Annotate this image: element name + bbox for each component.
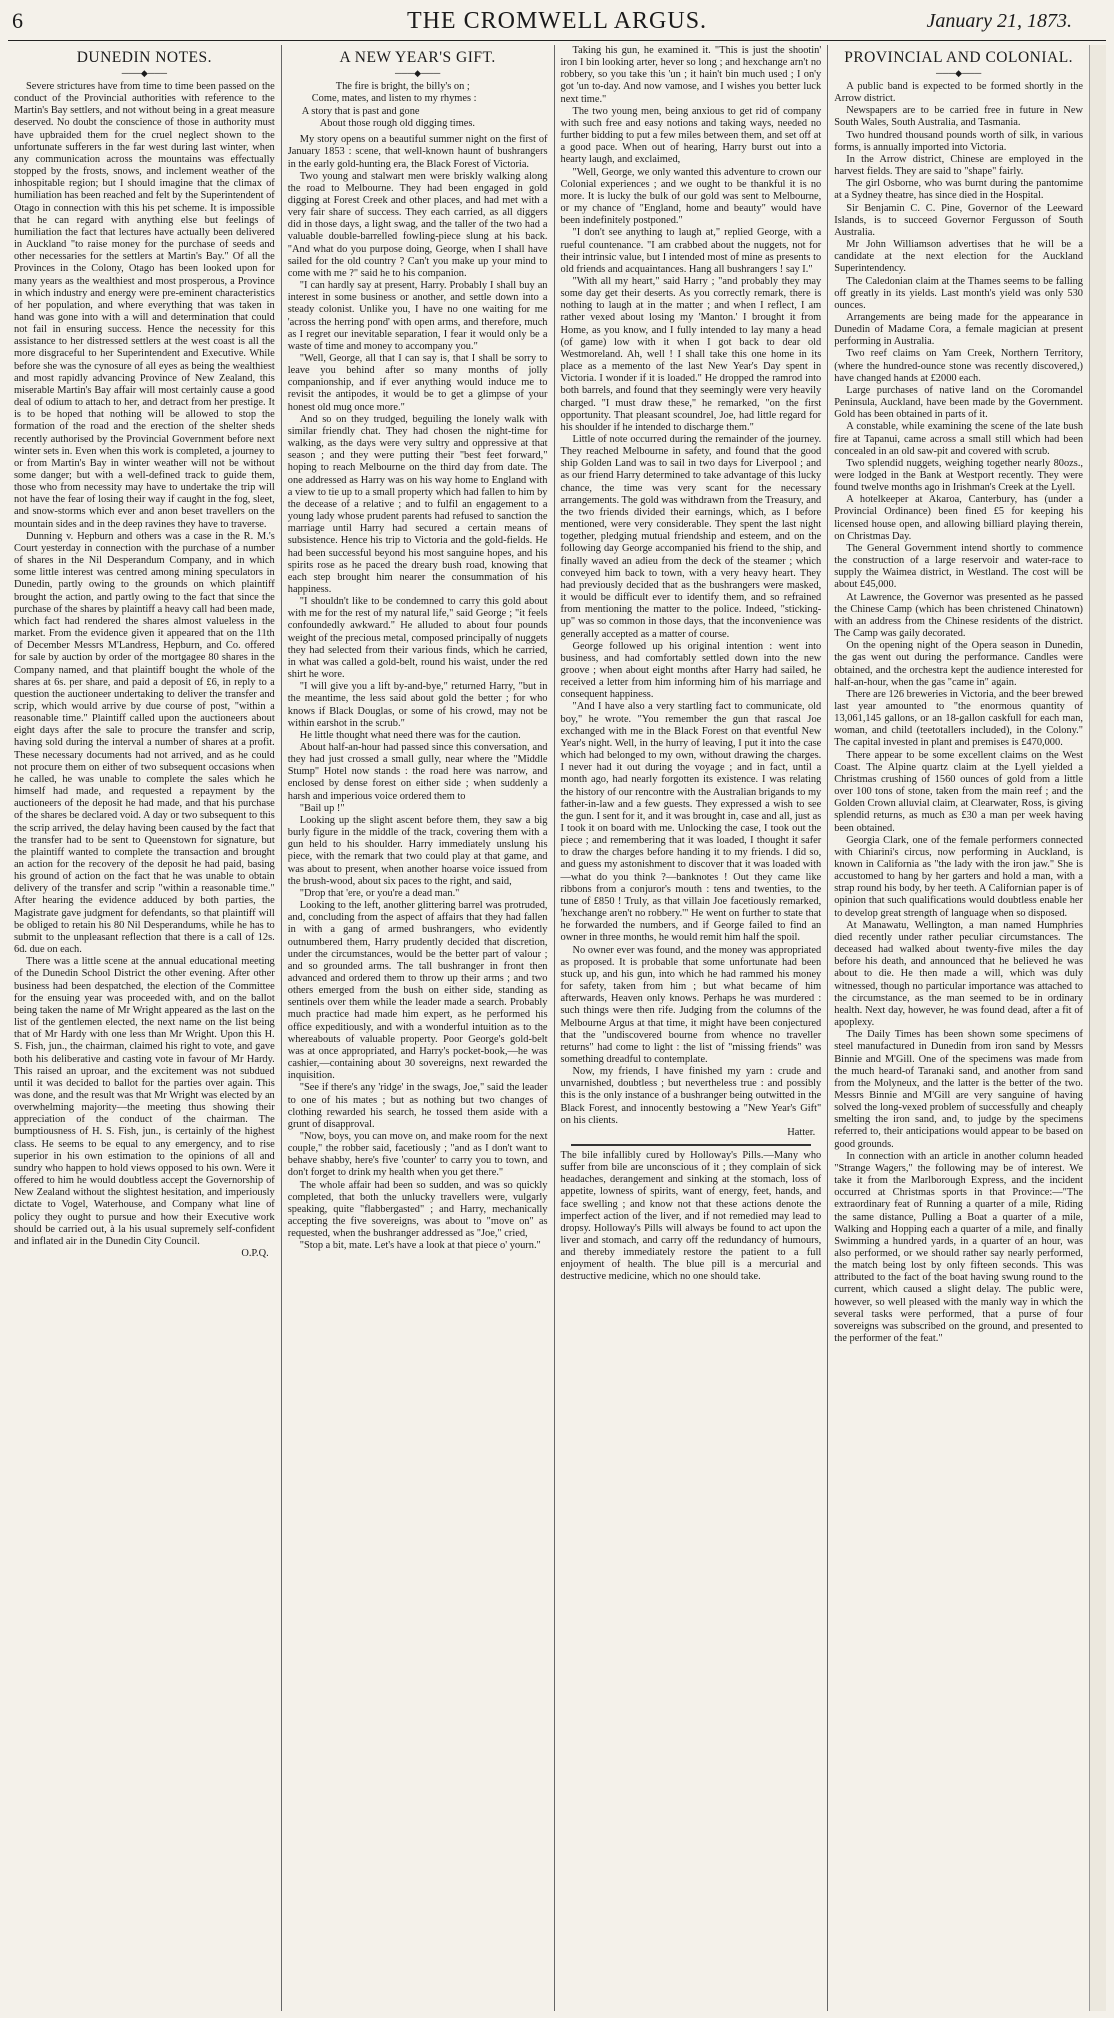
paragraph: Mr John Williamson advertises that he will be a candidate at the next election for the Auckland Superintendency. — [834, 239, 1084, 275]
paragraph: Severe strictures have from time to time been passed on the conduct of the Provincial authorities with reference to the Martin's Bay settlers, and not without being in a great measure deserved. No doubt the conscience of those in authority must have upbraided them for the cruel neglect shown to the unfortunate sufferers in the far west during last winter, when any communication across the mountains was effectually stopped by the frosts, snows, and inclement weather of the inhospitable region; but I should imagine that the climax of humiliation has been reached and felt by the Superintendent of Otago in connection with this his pet scheme. It is impossible that he can regard with anything else but feelings of humiliation the fact that lectures have actually been delivered in Auckland "to raise money for the purchase of seeds and other necessaries for the settlers at Martin's Bay." Of all the Provinces in the Colony, Otago has been looked upon for many years as the wealthiest and most prosperous, a Province in which industry and energy were pre-eminent characteristics of her population, and where everything that was taken in hand was gone into with a will and determination that could not fail in ensuring success. Hence the necessity for this assistance to her distressed settlers at the west coast is all the more disgraceful to her Superintendent and Executive. While before she was the cynosure of all eyes as being the wealthiest and most rapidly advancing Province of New Zealand, this miserable Martin's Bay affair will most certainly cause a good deal of odium to attach to her, and detract from her prestige. It is to be hoped that nothing will be allowed to stop the formation of the road and the erection of the shelter sheds recently authorised by the Provincial Government before next winter sets in. Even when this work is completed, a journey to or from Martin's Bay in winter weather will not be without some danger; but with a well-defined track to guide them, those who from necessity may have to undertake the trip will not have the fear of losing their way if caught in the fog, sleet, and snow-storms which ever and anon beset travellers on the mountain sides and in the deep ravines they have to traverse. — [14, 81, 275, 530]
poem-verse — [288, 81, 548, 130]
page-number: 6 — [12, 8, 23, 33]
paragraph: George followed up his original intention : went into business, and had comfortably settled down into the new groove ; when about eight months after Harry had sailed, he received a letter from him informing him of his marriage and consequent happiness. — [560, 640, 822, 701]
paragraph: "See if there's any 'ridge' in the swags, Joe," said the leader to one of his mates ; but as nothing but two changes of clothing rewarded his search, he tossed them aside with a grunt of disapproval. — [287, 1082, 548, 1130]
paragraph: There was a little scene at the annual educational meeting of the Dunedin School District the other evening. After other business had been despatched, the election of the Committee for the ensuing year was proceeded with, and on the ballot being taken the name of Mr Wright appeared as the last on the list of the gentlemen elected, the next name on the list being that of Mr Hardy with one less than Mr Wright. Upon this H. S. Fish, jun., the chairman, claimed his right to vote, and gave both his deliberative and casting vote in favour of Mr Hardy. This raised an uproar, and the excitement was not subdued until it was decided to ballot for the parties over again. This was done, and the result was that Mr Wright was elected by an overwhelming majority—the meeting thus showing their appreciation of the conduct of the chairman. The bumptiousness of H. S. Fish, jun., is certainly of the highest class. He seems to be equal to any emergency, and to rise superior in his own estimation to the opinions of all and sundry who happen to hold views opposed to his own. Were it offered to him he would doubtless accept the Governorship of New Zealand without the slightest hesitation, and imperiously dictate to Vogel, Waterhouse, and Company what line of policy they ought to pursue and how their Executive work should be carried out, à la his usual supremely self-confident and inflated air in the Dunedin City Council. — [14, 956, 275, 1247]
paragraph: He little thought what need there was for the caution. — [299, 729, 521, 741]
article-body-continued — [561, 45, 822, 1127]
issue-date: January 21, 1873. — [926, 10, 1072, 32]
paragraph: And so on they trudged, beguiling the lonely walk with similar friendly chat. They had chosen the night-time for walking, as the days were very sultry and oppressive at that season ; and they were putting their "best feet forward," hoping to reach Melbourne on the third day from date. The one addressed as Harry was on his way home to England with a view to tie up to a small property which had fallen to him by the decease of a relative ; and to fulfil an engagement to a young lady whose prudent parents had refused to sanction the marriage until Harry had secured a certain means of subsistence. Hence his trip to Victoria and the gold-fields. He had been successful beyond his most sanguine hopes, and his spirits rose as he paced the dreary bush road, knowing that each step brought him nearer the consummation of his happiness. — [287, 413, 548, 595]
paragraph: Two hundred thousand pounds worth of silk, in various forms, is annually imported into Victoria. — [834, 129, 1084, 153]
paragraph: "Bail up !" — [299, 802, 345, 814]
article-signature: O.P.Q. — [241, 1248, 269, 1259]
paragraph: "Now, boys, you can move on, and make room for the next couple," the robber said, facetiously ; "and as I don't want to behave shabby, here's five 'counter' to carry you to town, and don't forget to drink my health when you get there." — [287, 1131, 548, 1179]
paragraph: Two splendid nuggets, weighing together nearly 80ozs., were lodged in the Bank at Westport recently. They were found twelve months ago in Irishman's Creek at the Lyell. — [834, 457, 1084, 494]
verse-line: The fire is bright, the billy's on ; — [335, 81, 470, 92]
column-new-years-gift-continued — [554, 45, 828, 2011]
paragraph: Dunning v. Hepburn and others was a case in the R. M.'s Court yesterday in connection with the purchase of a number of shares in the Nil Desperandum Company, and in which some little interest was centred among mining speculators in Dunedin, partly owing to the grounds on which plaintiff brought the action, and partly owing to the fact that since the purchase of the shares by plaintiff a heavy call had been made, which fact had rendered the shares almost valueless in the market. From the evidence given it appeared that on the 11th of December Messrs M'Landress, Hepburn, and Co. offered for sale by auction by order of the mortgagee 80 shares in the Company named, and that plaintiff bought the whole of the shares at 6s. per share, and paid a deposit of £6, in reply to a question the auctioneer undertaking to deliver the transfer and scrip, which would arrive by due course of post, "within a reasonable time." Plaintiff called upon the auctioneers about eight days after the sale to procure the transfer and scrip, having sold during the interval a number of shares at a profit. These necessary documents had not arrived, and as he could not procure them on either of two subsequent occasions when he called, he was unable to complete the sales which he himself had made, and requested a repayment by the auctioneers of the deposit he had made, and that his purchase of the shares be declared void. A day or two subsequent to this the scrip arrived, the delay having been caused by the fact that the transfer had to be sent to Queenstown for signature, but the plaintiff wanted to complete the transaction and brought an action for the recovery of the deposit he had paid, basing his ground of action on the fact that he was unable to obtain delivery of the transfer and scrip "within a reasonable time." After hearing the evidence adduced by both parties, the Magistrate gave judgment for defendants, so that plaintiff will be obliged to retain his 80 Nil Desperandums, while he has to submit to the unpleasant reflection that there is a call of 12s. 6d. due on each. — [14, 530, 275, 956]
paragraph: Georgia Clark, one of the female performers connected with Chiarini's circus, now performing in Auckland, is known in California as "the lady with the iron jaw." She is accustomed to hang by her garters and hold a man, with a strap round his body, by her teeth. A Californian paper is of opinion that such qualifications would doubtless enable her to develop great strength of language when so disposed. — [834, 834, 1084, 919]
paragraph: At Manawatu, Wellington, a man named Humphries died recently under rather peculiar circumstances. The deceased had walked about twenty-five miles the day before his death, and announced that he believed he was about to die. He then made a will, which was duly witnessed, though no particular importance was attached to the circumstance, as the man seemed to be in ordinary health. Next day, however, he was found dead, after a fit of apoplexy. — [834, 919, 1084, 1029]
article-body — [834, 81, 1083, 1345]
adjacent-page-edge — [1089, 45, 1106, 2011]
article-heading: DUNEDIN NOTES. — [76, 49, 213, 66]
paragraph: "I will give you a lift by-and-bye," returned Harry, "but in the meantime, the less said about gold the better ; for who knows if Black Douglas, or some of his crowd, may not be within earshot in the scrub." — [287, 681, 548, 729]
article-body — [14, 81, 275, 1248]
ornament-divider: ───◆─── — [121, 68, 167, 78]
paragraph: "I don't see anything to laugh at," replied George, with a rueful countenance. "I am crabbed about the nuggets, not for their intrinsic value, but I intended most of mine as presents to old friends and acquaintances. Hang all bushrangers ! say I." — [560, 227, 822, 275]
paragraph: A hotelkeeper at Akaroa, Canterbury, has (under a Provincial Ordinance) been fined £5 for keeping his licensed house open, and allowing billiard playing therein, on Christmas Day. — [834, 494, 1084, 542]
columns — [8, 45, 1106, 2011]
paragraph: Little of note occurred during the remainder of the journey. They reached Melbourne in safety, and found that the good ship Golden Land was to sail in two days for Liverpool ; and as our friend Harry determined to take advantage of this lucky chance, the time was very scant for the necessary arrangements. The gold was withdrawn from the Treasury, and the two friends divided their earnings, which, as I before mentioned, were very considerable. They spent the last night together, pledging mutual friendship and esteem, and on the following day George accompanied his friend to the ship, and finally waved an adieu from the deck of the steamer ; which conveyed him back to town, with a very heavy heart. They had previously decided that as the bushrangers were masked, it would be difficult ever to identify them, and so refrained from mentioning the matter to the police. Indeed, "sticking-up" was so common in those days, that the inconvenience was generally accepted as a matter of course. — [560, 434, 822, 640]
masthead — [8, 6, 1106, 41]
newspaper-title: THE CROMWELL ARGUS. — [406, 8, 708, 34]
paragraph: The whole affair had been so sudden, and was so quickly completed, that both the unlucky travellers were, vulgarly speaking, quite "flabbergasted" ; and Harry, mechanically accepting the five sovereigns, was about to "move on" as requested, when the bushranger addressed as "Joe," cried, — [287, 1179, 548, 1240]
column-new-years-gift — [281, 45, 554, 2011]
paragraph: Looking up the slight ascent before them, they saw a big burly figure in the middle of the track, covering them with a gun held to his shoulder. Harry immediately unslung his piece, with the remark that two could play at that game, and was about to present, when another hoarse voice issued from the brush-wood, about six paces to the right, and said, — [287, 814, 548, 887]
paragraph: "Well, George, we only wanted this adventure to crown our Colonial experiences ; and we ought to be thankful it is no more. It is lucky the bulk of our gold was sent to Melbourne, or my chance of "England, home and beauty" would have been indefinitely postponed." — [560, 166, 822, 227]
paragraph: At Lawrence, the Governor was presented as he passed the Chinese Camp (which has been christened Chinatown) with an address from the Chinese residents of the district. The Camp was gaily decorated. — [834, 591, 1084, 640]
paragraph: Sir Benjamin C. C. Pine, Governor of the Leeward Islands, is to succeed Governor Fergusson of South Australia. — [834, 202, 1084, 238]
paragraph: "I can hardly say at present, Harry. Probably I shall buy an interest in some business or another, and settle down into a steady colonist. Unlike you, I have no one waiting for me 'across the herring pond' with open arms, and therefore, much as I regret our inevitable separation, I fear it would only be a waste of time and money to accompany you." — [287, 280, 548, 352]
paragraph: Arrangements are being made for the appearance in Dunedin of Madame Cora, a female magician at present performing in Australia. — [834, 311, 1084, 348]
paragraph: In the Arrow district, Chinese are employed in the harvest fields. They are said to "shape" fairly. — [834, 153, 1084, 178]
article-signature: Hatter. — [787, 1126, 816, 1138]
paragraph: The girl Osborne, who was burnt during the pantomime at a Sydney theatre, has since died in the Hospital. — [834, 178, 1084, 202]
paragraph: Taking his gun, he examined it. "This is just the shootin' iron I bin looking arter, hever so long ; and hexchange arn't no robbery, so you take this 'un ; it hain't bin much used ; I on'y got 'un to-day. And now vamose, and I wishes you better luck next time." — [560, 45, 822, 105]
paragraph: The Daily Times has been shown some specimens of steel manufactured in Dunedin from iron sand by Messrs Binnie and M'Gill. One of the specimens was made from the much heard-of Taranaki sand, and another from sand from the Molyneux, and the latter is the better of the two. Messrs Binnie and M'Gill are very sanguine of having solved the long-vexed problem of successfully and cheaply smelting the iron sand, and, to judge by the specimens referred to, their anticipations would appear to be based on good grounds. — [834, 1029, 1084, 1150]
paragraph: The two young men, being anxious to get rid of company with such free and easy notions and taking ways, needed no further bidding to put a few miles between them, and set off at a good pace. When out of hearing, Harry burst out into a hearty laugh, and exclaimed, — [560, 105, 822, 166]
paragraph: There are 126 breweries in Victoria, and the beer brewed last year amounted to "the enormous quantity of 13,061,145 gallons, or an 18-gallon caskfull for each man, woman, and child (teetotallers included), in the Colony." The capital invested in plant and premises is £470,000. — [834, 688, 1084, 749]
paragraph: Now, my friends, I have finished my yarn : crude and unvarnished, doubtless ; but nevertheless true : and possibly this is the only instance of a bushranger being outwitted in the Black Forest, and innocently bestowing a "New Year's Gift" on his clients. — [560, 1066, 822, 1126]
paragraph: The Caledonian claim at the Thames seems to be falling off greatly in its yields. Last month's yield was only 530 ounces. — [834, 275, 1084, 311]
paragraph: About half-an-hour had passed since this conversation, and they had just crossed a small gully, near where the "Middle Stump" Hotel now stands : the road here was narrow, and enclosed by dense forest on either side ; when suddenly a harsh and imperious voice ordered them to — [287, 742, 548, 802]
paragraph: "I shouldn't like to be condemned to carry this gold about with me for the rest of my natural life," said George ; "it feels confoundedly awkward." He alluded to about four pounds weight of the precious metal, composed principally of nuggets they had selected from their various finds, which he carried, in what was called a gold-belt, round his waist, under the red shirt he wore. — [287, 596, 548, 681]
holloway-advertisement: The bile infallibly cured by Holloway's Pills.—Many who suffer from bile are unconscious of it ; they complain of sick headaches, derangement and sinking at the stomach, loss of appetite, lowness of spirits, want of energy, feet, hands, and face swelling ; and know not that these actions denote the imperfect action of the liver, and if not remedied may lead to dropsy. Holloway's Pills will always be found to act upon the liver and stomach, and carry off the redundancy of humours, and thereby immediately restore the patient to a full enjoyment of health. The blue pill is a mercurial and destructive medicine, which no one should take. — [560, 1149, 822, 1283]
paragraph: "With all my heart," said Harry ; "and probably they may some day get their deserts. As you correctly remark, there is nothing to laugh at in the matter ; and when I reflect, I am rather vexed about losing my 'Manton.' I brought it from Home, as you know, and I fully intended to lay many a head (of game) low with it when I got back to dear old Westmoreland. Ah, well ! I shall take this one home in its place as a memento of the last New Year's Day spent in Victoria. I wonder if it is loaded." He dropped the ramrod into both barrels, and found that they seemingly were very heavily charged. "I must draw these," he remarked, "on the first opportunity. That pleasant scoundrel, Joe, had little regard for his shoulder if he intended to discharge them." — [560, 275, 822, 433]
paragraph: The General Government intend shortly to commence the construction of a large reservoir and water-race to supply the Waimea district, in Westland. The cost will be about £45,000. — [834, 542, 1084, 591]
paragraph: "Stop a bit, mate. Let's have a look at that piece o' yourn." — [299, 1240, 541, 1252]
paragraph: On the opening night of the Opera season in Dunedin, the gas went out during the performance. Candles were obtained, and the orchestra kept the audience interested for half-an-hour, when the gas "came in" again. — [834, 640, 1084, 688]
article-body — [288, 134, 548, 1252]
ornament-divider: ───◆─── — [936, 68, 982, 78]
paragraph: My story opens on a beautiful summer night on the first of January 1853 : scene, that well-known haunt of bushrangers in the early gold-hunting era, the Black Forest of Victoria. — [287, 134, 548, 170]
paragraph: A constable, while examining the scene of the late bush fire at Tapanui, came across a small still which had been concealed in an old saw-pit and covered with scrub. — [834, 421, 1084, 457]
paragraph: Large purchases of native land on the Coromandel Peninsula, Auckland, have been made by the Government. Gold has been obtained in parts of it. — [834, 384, 1084, 421]
article-heading: A NEW YEAR'S GIFT. — [339, 49, 496, 66]
paragraph: No owner ever was found, and the money was appropriated as proposed. It is probable that some unfortunate had been stuck up, and his gun, into which he had rammed his money for safety, taken from him ; but what became of him afterwards, Heaven only knows. Perhaps he was murdered : such things were then rife. Judging from the columns of the Melbourne Argus at that time, it might have been conjectured that the "undiscovered bourne from whence no traveller returns" had come to light : the list of "missing friends" was something dreadful to contemplate. — [560, 944, 822, 1065]
divider-rule — [571, 1144, 812, 1146]
column-provincial-colonial — [827, 45, 1089, 2011]
column-dunedin-notes — [8, 45, 281, 2011]
paragraph: A public band is expected to be formed shortly in the Arrow district. — [834, 81, 1084, 105]
paragraph: There appear to be some excellent claims on the West Coast. The Alpine quartz claim at the Lyell yielded a Christmas crushing of 1560 ounces of gold from a little over 100 tons of stone, taken from the main reef ; and the Golden Crown alluvial claim, at Clearwater, Ross, is giving splendid returns, as much as £30 a man per week having been obtained. — [834, 749, 1084, 834]
verse-line: About those rough old digging times. — [319, 117, 476, 129]
paragraph: "Drop that 'ere, or you're a dead man." — [299, 887, 460, 899]
paragraph: Looking to the left, another glittering barrel was protruded, and, concluding from the aspect of affairs that they had fallen in with a gang of armed bushrangers, who evidently outnumbered them, Harry prudently decided that discretion, under the circumstances, would be the better part of valour ; and so grounded arms. The tall bushranger in front then advanced and ordered them to throw up their arms ; and two others emerged from the bush on either side, standing as sentinels over them while the leader made a search. Probably much practice had made him expert, as he performed his office expeditiously, and with a wonderful intuition as to the whereabouts of valuable property. Poor George's gold-belt was at once appropriated, and Harry's pocket-book,—he was cashier,—containing about 30 sovereigns, next rewarded the inquisition. — [287, 900, 548, 1082]
verse-line: A story that is past and gone — [301, 105, 420, 117]
paragraph: Newspapers are to be carried free in future in New South Wales, South Australia, and Tasmania. — [834, 105, 1084, 129]
paragraph: "Well, George, all that I can say is, that I shall be sorry to leave you behind after so many months of jolly companionship, and if ever anything would induce me to revisit the antipodes, it would be to get a glimpse of your honest old mug once more." — [287, 353, 548, 413]
article-heading: PROVINCIAL AND COLONIAL. — [844, 49, 1074, 66]
paragraph: In connection with an article in another column headed "Strange Wagers," the following may be of interest. We take it from the Marlborough Express, and the incident occurred at Christmas sports in that Province:—"The extraordinary feat of Running a quarter of a mile, Riding the same distance, Pulling a Boat a quarter of a mile, Walking and Hopping each a quarter of a mile, and finally Swimming a hundred yards, in a quarter of an hour, was also performed, or we should rather say nearly performed, the match being lost by only fifteen seconds. This was attributed to the fact of the boat having swung round to the current, which caused a slight delay. The public were, however, so well pleased with the manly way in which the several tasks were performed, that a purse of four sovereigns was subscribed on the ground, and presented to the performer of the feat." — [834, 1150, 1084, 1345]
ornament-divider: ───◆─── — [395, 68, 441, 78]
paragraph: Two young and stalwart men were briskly walking along the road to Melbourne. They had been engaged in gold digging at Forest Creek and other places, and had met with a very fair share of success. They each carried, as all diggers did in those days, a light swag, and the taller of the two had a valuable double-barrelled fowling-piece slung at his back. "And what do you purpose doing, George, when I shall have sailed for the old country ? Can't you make up your mind to come with me ?" said he to his companion. — [287, 170, 548, 279]
paragraph: Two reef claims on Yam Creek, Northern Territory, (where the hundred-ounce stone was recently discovered,) have changed hands at £2000 each. — [834, 348, 1084, 384]
paragraph: "And I have also a very startling fact to communicate, old boy," he wrote. "You remember the gun that rascal Joe exchanged with me in the Black Forest on that eventful New Year's night. Well, in the hurry of leaving, I put it into the case which had belonged to my own, without drawing the charges. I never had it out during the voyage ; and in fact, until a month ago, had nearly forgotten its existence. I was relating the history of our rencontre with the Australian brigands to my father-in-law and a few guests. They expressed a wish to see the gun. I sent for it, and it was brought in, case and all, just as I took it on board with me. Unlocking the case, I took out the piece ; and remembering that it was loaded, I thought it safer to draw the charges before handing it to my friends. I did so, and guess my astonishment to discover that it was loaded with—what do you think ?—banknotes ! Out they came like ribbons from a conjuror's mouth : tens and twenties, to the tune of £850 ! Truly, as that villain Joe facetiously remarked, 'hexchange aren't no robbery.'" He went on further to state that he forwarded the numbers, and if George failed to find an owner in three months, he would remit him half the spoil. — [560, 701, 822, 944]
verse-line: Come, mates, and listen to my rhymes : — [311, 93, 477, 105]
